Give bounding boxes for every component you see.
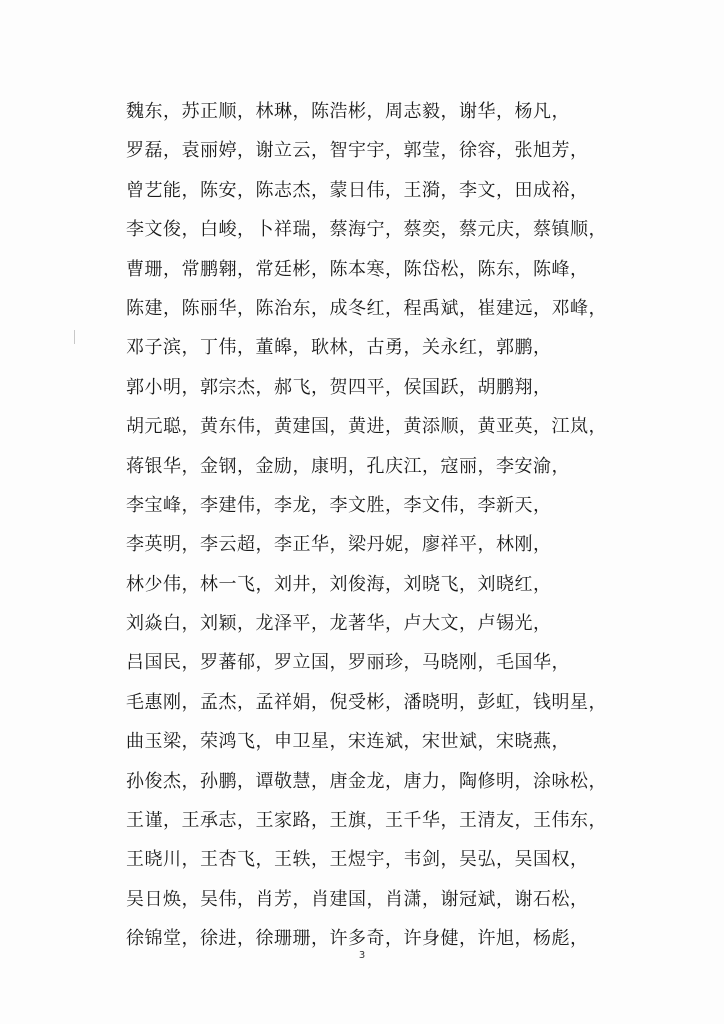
name-line: 胡元聪，黄东伟，黄建国，黄进，黄添顺，黄亚英，江岚， (126, 416, 607, 438)
name-line: 林少伟，林一飞，刘井，刘俊海，刘晓飞，刘晓红， (126, 573, 552, 595)
name-line: 李文俊，白峻，卜祥瑞，蔡海宁，蔡奕，蔡元庆，蔡镇顺， (126, 219, 607, 241)
name-line: 王晓川，王杏飞，王轶，王煜宇，韦剑，吴弘，吴国权， (126, 849, 589, 871)
name-line: 王谨，王承志，王家路，王旗，王千华，王清友，王伟东， (126, 810, 607, 832)
name-line: 刘焱白，刘颖，龙泽平，龙著华，卢大文，卢锡光， (126, 613, 552, 635)
name-line: 吕国民，罗蕃郁，罗立国，罗丽珍，马晓刚，毛国华， (126, 652, 570, 674)
name-line: 邓子滨，丁伟，董皞，耿林，古勇，关永红，郭鹏， (126, 337, 552, 359)
name-line: 毛惠刚，孟杰，孟祥娟，倪受彬，潘晓明，彭虹，钱明星， (126, 691, 607, 713)
name-line: 罗磊，袁丽婷，谢立云，智宇宇，郭莹，徐容，张旭芳， (126, 140, 589, 162)
name-line: 吴日焕，吴伟，肖芳，肖建国，肖潇，谢冠斌，谢石松， (126, 888, 589, 910)
name-line: 曹珊，常鹏翱，常廷彬，陈本寒，陈岱松，陈东，陈峰， (126, 258, 589, 280)
name-list (126, 92, 626, 959)
name-line: 李宝峰，李建伟，李龙，李文胜，李文伟，李新天， (126, 494, 552, 516)
name-line: 李英明，李云超，李正华，梁丹妮，廖祥平，林刚， (126, 534, 552, 556)
name-line: 魏东，苏正顺，林琳，陈浩彬，周志毅，谢华，杨凡， (126, 101, 570, 122)
margin-mark (74, 330, 75, 344)
name-line: 蒋银华，金钢，金励，康明，孔庆江，寇丽，李安渝， (126, 455, 570, 477)
page-number: 3 (358, 950, 366, 961)
name-line: 陈建，陈丽华，陈治东，成冬红，程禹斌，崔建远，邓峰， (126, 297, 607, 319)
name-line: 郭小明，郭宗杰，郝飞，贺四平，侯国跃，胡鹏翔， (126, 376, 552, 398)
name-line: 徐锦堂，徐进，徐珊珊，许多奇，许身健，许旭，杨彪， (126, 928, 589, 950)
name-line: 曲玉梁，荣鸿飞，申卫星，宋连斌，宋世斌，宋晓燕， (126, 731, 570, 753)
name-line: 曾艺能，陈安，陈志杰，蒙日伟，王漪，李文，田成裕， (126, 179, 589, 201)
name-line: 孙俊杰，孙鹏，谭敬慧，唐金龙，唐力，陶修明，涂咏松， (126, 770, 607, 792)
